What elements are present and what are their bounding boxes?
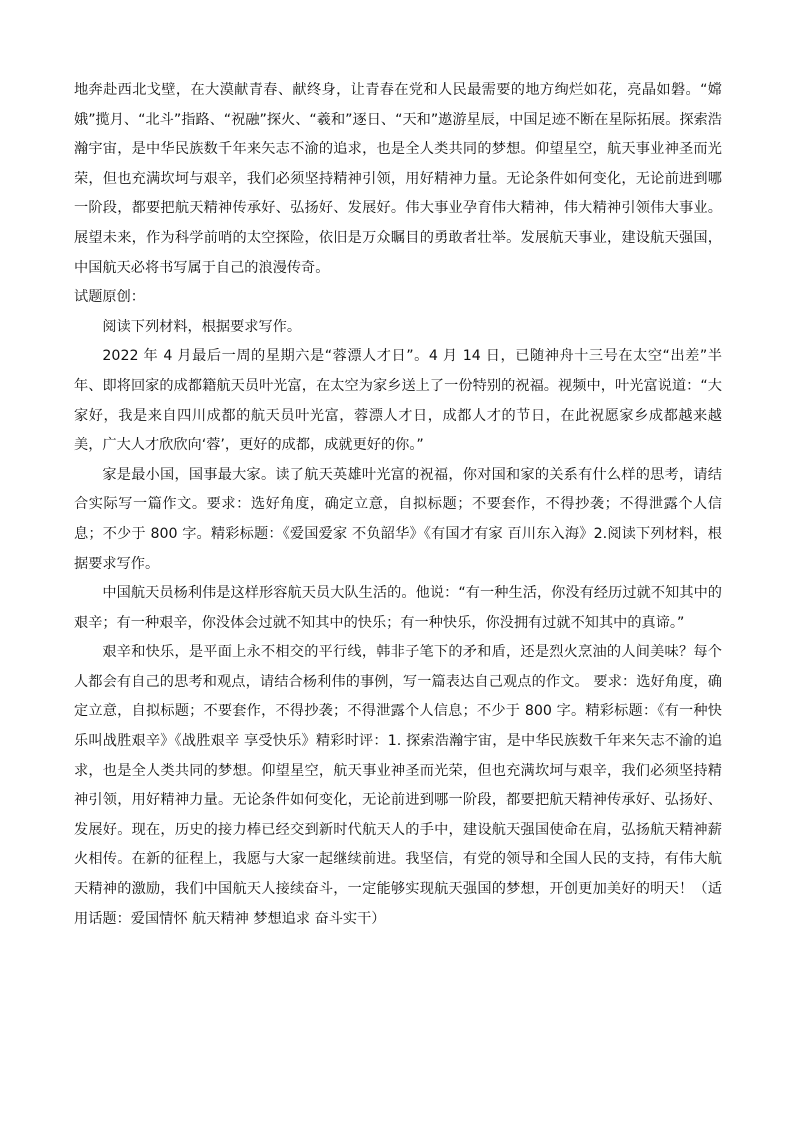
section-label: 试题原创： xyxy=(74,289,145,306)
paragraph-material-2: 中国航天员杨利伟是这样形容航天员大队生活的。他说：“有一种生活，你没有经历过就不知其中的艰辛；有一种艰辛，你没体会过就不知其中的快乐；有一种快乐，你没拥有过就不知其中的真谛。” xyxy=(74,585,722,631)
paragraph-requirement-2: 艰辛和快乐，是平面上永不相交的平行线，韩非子笔下的矛和盾，还是烈火烹油的人间美味？每个人都会有自己的思考和观点，请结合杨利伟的事例，写一篇表达自己观点的作文。 要求：选好角度，确定立意，自拟标题；不要套作，不得抄袭；不得泄露个人信息；不少于 800 字。精彩标题：《有一种快乐叫战胜艰辛》《战胜艰辛 享受快乐》精彩时评：1. 探索浩瀚宇宙，是中华民族数千年来矢志不渝的追求，也是全人类共同的梦想。仰望星空，航天事业神圣而光荣，但也充满坎坷与艰辛，我们必须坚持精神引领，用好精神力量。无论条件如何变化，无论前进到哪一阶段，都要把航天精神传承好、弘扬好、发展好。现在，历史的接力棒已经交到新时代航天人的手中，建设航天强国使命在肩，弘扬航天精神薪火相传。在新的征程上，我愿与大家一起继续前进。我坚信，有党的领导和全国人民的支持，有伟大航天精神的激励，我们中国航天人接续奋斗，一定能够实现航天强国的梦想，开创更加美好的明天！（适用话题：爱国情怀 航天精神 梦想追求 奋斗实干） xyxy=(74,644,722,927)
paragraph-requirement-1: 家是最小国，国事最大家。读了航天英雄叶光富的祝福，你对国和家的关系有什么样的思考，请结合实际写一篇作文。要求：选好角度，确定立意，自拟标题；不要套作，不得抄袭；不得泄露个人信息；不少于 800 字。精彩标题：《爱国爱家 不负韶华》《有国才有家 百川东入海》2.阅读下列材料，根据要求写作。 xyxy=(74,466,722,572)
paragraph-intro: 地奔赴西北戈壁，在大漠献青春、献终身，让青春在党和人民最需要的地方绚烂如花，亮晶如磐。“嫦娥”揽月、“北斗”指路、“祝融”探火、“羲和”逐日、“天和”遨游星辰，中国足迹不断在星际拓展。探索浩瀚宇宙，是中华民族数千年来矢志不渝的追求，也是全人类共同的梦想。仰望星空，航天事业神圣而光荣，但也充满坎坷与艰辛，我们必须坚持精神引领，用好精神力量。无论条件如何变化，无论前进到哪一阶段，都要把航天精神传承好、弘扬好、发展好。伟大事业孕育伟大精神，伟大精神引领伟大事业。展望未来，作为科学前哨的太空探险，依旧是万众瞩目的勇敢者壮举。发展航天事业，建设航天强国，中国航天必将书写属于自己的浪漫传奇。 xyxy=(74,82,722,276)
paragraph-material-1: 2022 年 4 月最后一周的星期六是“蓉漂人才日”。4 月 14 日，已随神舟十三号在太空“出差”半年、即将回家的成都籍航天员叶光富，在太空为家乡送上了一份特别的祝福。视频中，叶光富说道：“大家好，我是来自四川成都的航天员叶光富，蓉漂人才日，成都人才的节日，在此祝愿家乡成都越来越美，广大人才欣欣向‘蓉’，更好的成都，成就更好的你。” xyxy=(74,348,722,454)
document-body xyxy=(74,76,722,934)
paragraph-instruction: 阅读下列材料，根据要求写作。 xyxy=(102,318,302,335)
